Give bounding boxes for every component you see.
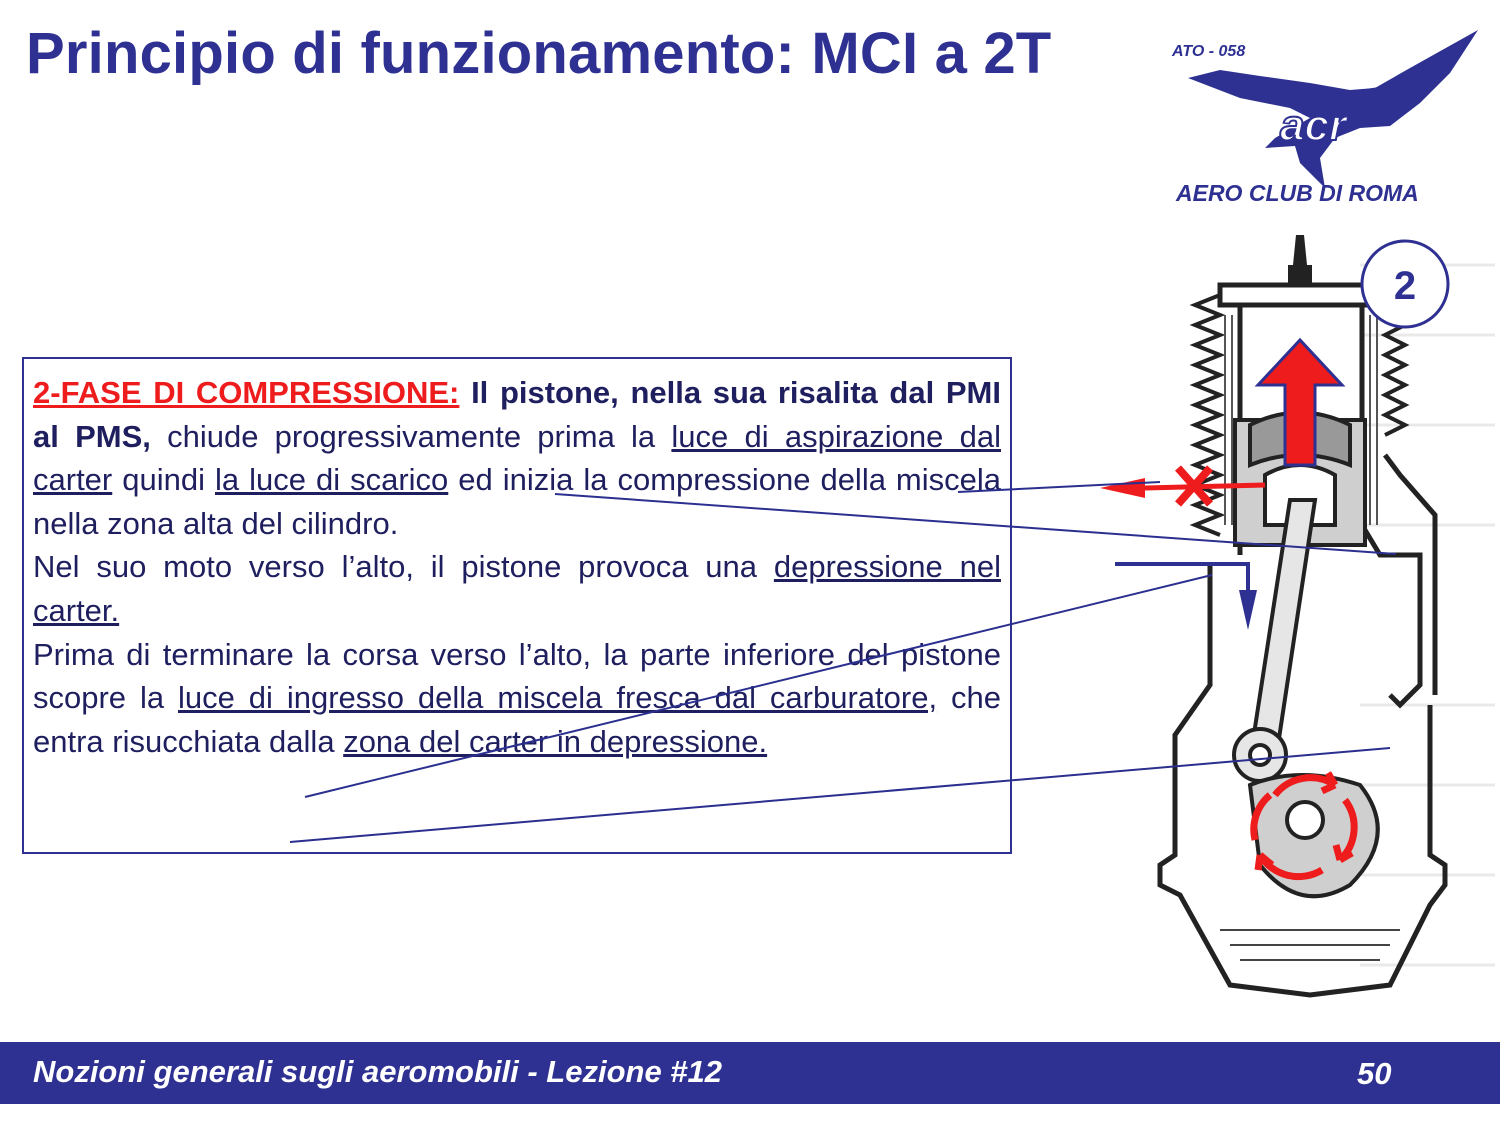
arrow-down-icon	[1115, 564, 1257, 630]
svg-text:acr: acr	[1280, 101, 1347, 150]
description-paragraph-3: Prima di terminare la corsa verso l’alto, la parte inferiore del pistone scopre la luce di ingresso della miscela fresca dal carburatore, che entra risucchiata dalla zona del carter in depressione.	[33, 636, 1001, 759]
logo-code: ATO - 058	[1172, 43, 1246, 60]
page-title: Principio di funzionamento: MCI a 2T	[26, 21, 1052, 86]
phase-badge-number: 2	[1393, 264, 1417, 308]
oil-sump	[1220, 930, 1400, 960]
spark-plug	[1288, 235, 1312, 283]
fresh-mixture-port-link: luce di ingresso della miscela fresca dal carburatore,	[178, 680, 938, 716]
phase-heading: 2-FASE DI COMPRESSIONE:	[33, 375, 460, 410]
exhaust-port-link: la luce di scarico	[215, 462, 449, 498]
intake-crankcase-link: luce di aspirazione dal carter	[33, 418, 1001, 498]
page-number: 50	[1357, 1056, 1392, 1091]
footer-bar	[0, 1042, 1500, 1104]
crankcase-depression-link: depressione nel carter.	[33, 549, 1001, 628]
aero-club-logo	[1160, 28, 1490, 213]
crankshaft	[1250, 775, 1378, 896]
crankcase-zone-link: zona del carter in depressione.	[343, 723, 768, 759]
piston-rise-text: Il pistone, nella sua risalita dal PMI al PMS,	[33, 375, 1001, 454]
acr-monogram-icon	[1280, 101, 1349, 150]
background-texture	[1360, 265, 1495, 965]
phase-description	[22, 357, 1012, 854]
description-paragraph-1: 2-FASE DI COMPRESSIONE: Il pistone, nella sua risalita dal PMI al PMS, chiude progressivamente prima la luce di aspirazione dal carter quindi la luce di scarico ed inizia la compressione della miscela nella zona alta del cilindro.	[33, 375, 1002, 541]
logo-name: AERO CLUB DI ROMA	[1176, 180, 1419, 206]
description-paragraph-2: Nel suo moto verso l’alto, il pistone provoca una depressione nel carter.	[33, 549, 1001, 628]
two-stroke-engine-diagram	[1100, 225, 1500, 1035]
transfer-duct	[1362, 455, 1435, 705]
course-title: Nozioni generali sugli aeromobili - Lezione #12	[33, 1054, 723, 1089]
